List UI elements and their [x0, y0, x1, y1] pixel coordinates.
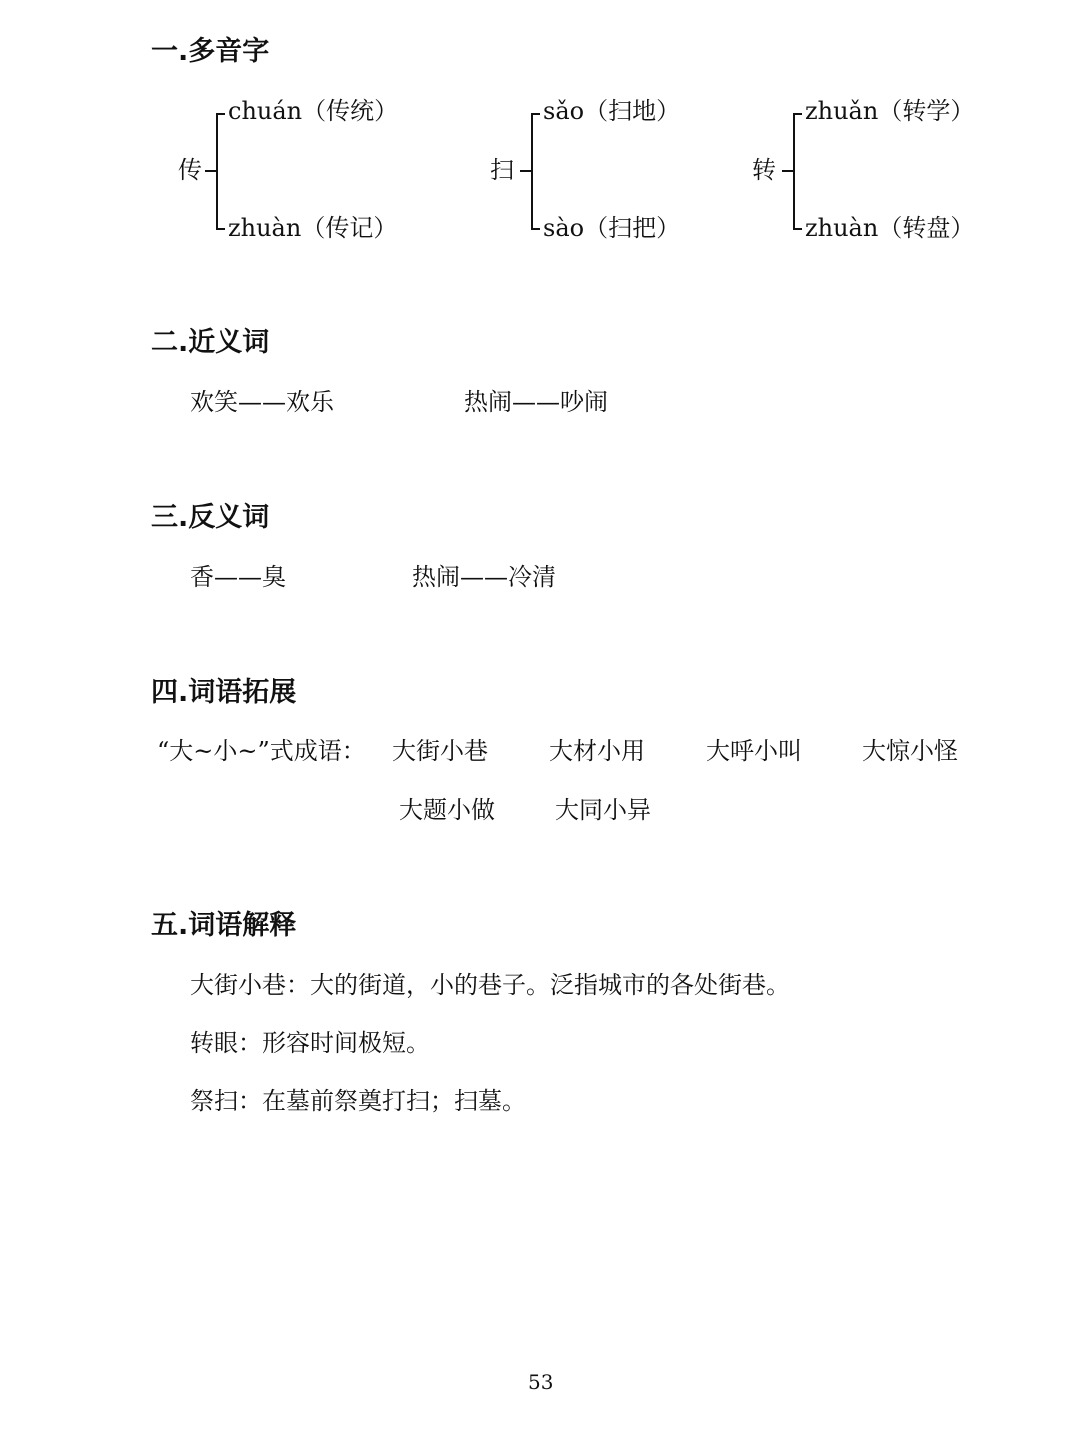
explanation-item: 大街小巷：大的街道，小的巷子。泛指城市的各处街巷。	[190, 971, 790, 999]
antonym-pair: 香——臭	[190, 563, 286, 591]
section-polyphone-title: 一.多音字	[151, 36, 270, 67]
section-synonyms-title: 二.近义词	[151, 327, 270, 358]
synonym-pair: 欢笑——欢乐	[190, 388, 334, 416]
section-expansion-title: 四.词语拓展	[151, 677, 297, 708]
polyphone-char: 传	[178, 156, 202, 184]
expansion-label: “大~小~”式成语：	[157, 737, 366, 765]
brace-bottom-tick	[793, 228, 802, 230]
section-antonyms-title: 三.反义词	[151, 502, 270, 533]
polyphone-reading-bottom: sào（扫把）	[543, 214, 681, 242]
polyphone-reading-bottom: zhuàn（传记）	[228, 214, 398, 242]
idiom-item: 大呼小叫	[706, 737, 802, 765]
brace-middle-tick	[782, 170, 794, 172]
polyphone-reading-top: zhuǎn（转学）	[805, 97, 975, 125]
polyphone-reading-top: sǎo（扫地）	[543, 97, 681, 125]
polyphone-reading-bottom: zhuàn（转盘）	[805, 214, 975, 242]
brace-middle-tick	[205, 170, 217, 172]
brace-bottom-tick	[216, 228, 225, 230]
polyphone-reading-top: chuán（传统）	[228, 97, 399, 125]
polyphone-char: 扫	[490, 156, 514, 184]
idiom-item: 大同小异	[555, 796, 651, 824]
section-explanation-title: 五.词语解释	[151, 910, 297, 941]
idiom-item: 大材小用	[549, 737, 645, 765]
explanation-item: 祭扫：在墓前祭奠打扫；扫墓。	[190, 1087, 526, 1115]
polyphone-char: 转	[752, 156, 776, 184]
idiom-item: 大惊小怪	[862, 737, 958, 765]
idiom-item: 大街小巷	[392, 737, 488, 765]
antonym-pair: 热闹——冷清	[412, 563, 556, 591]
synonym-pair: 热闹——吵闹	[464, 388, 608, 416]
explanation-item: 转眼：形容时间极短。	[190, 1029, 430, 1057]
brace-top-tick	[216, 113, 225, 115]
brace-top-tick	[793, 113, 802, 115]
idiom-item: 大题小做	[399, 796, 495, 824]
brace-middle-tick	[520, 170, 532, 172]
brace-bottom-tick	[531, 228, 540, 230]
brace-top-tick	[531, 113, 540, 115]
page-number: 53	[528, 1370, 554, 1394]
